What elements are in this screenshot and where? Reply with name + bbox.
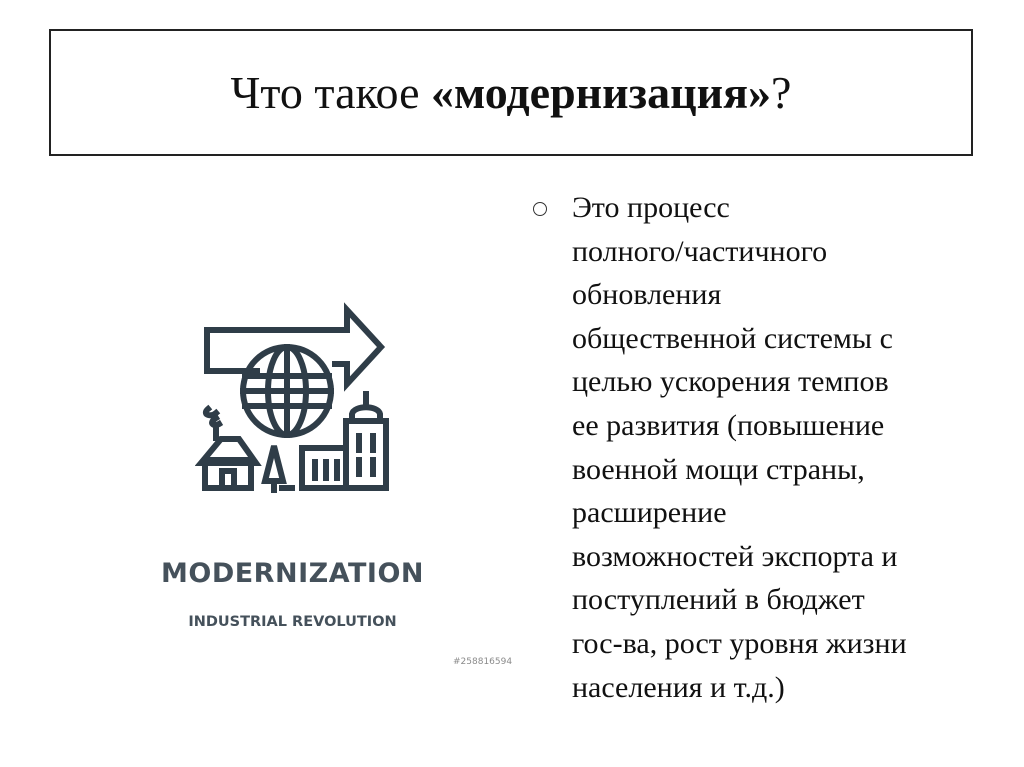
definition-text-line: военной мощи страны, xyxy=(572,452,865,486)
title-suffix: ? xyxy=(771,67,792,118)
definition-text-line: общественной системы с xyxy=(572,321,893,355)
modernization-illustration xyxy=(150,300,540,680)
definition-text-line: целью ускорения темпов xyxy=(572,365,889,399)
definition-text-line: Это процесс xyxy=(572,191,730,224)
modernization-globe-arrow-city-icon xyxy=(195,300,395,500)
definition-text-line: гос-ва, рост уровня жизни xyxy=(572,626,907,660)
definition-text xyxy=(572,186,1003,709)
definition-text-line: обновления xyxy=(572,278,722,312)
definition-text-line: расширение xyxy=(572,496,727,530)
definition-text-line: ее развития (повышение xyxy=(572,408,885,442)
title-prefix: Что такое xyxy=(230,67,431,118)
illustration-caption-subtitle: INDUSTRIAL REVOLUTION xyxy=(188,614,397,630)
definition-text-line: полного/частичного xyxy=(572,234,828,268)
stock-image-id: #258816594 xyxy=(453,657,513,667)
title-emphasis: «модернизация» xyxy=(430,67,772,118)
definition-text-line: поступлений в бюджет xyxy=(572,583,865,617)
slide-title xyxy=(49,29,973,156)
definition-text-line: населения и т.д.) xyxy=(572,670,785,704)
illustration-caption-title: MODERNIZATION xyxy=(161,558,424,589)
definition-text-line: возможностей экспорта и xyxy=(572,539,898,573)
circle-bullet-icon xyxy=(533,202,547,216)
definition-bullet xyxy=(533,186,1003,709)
